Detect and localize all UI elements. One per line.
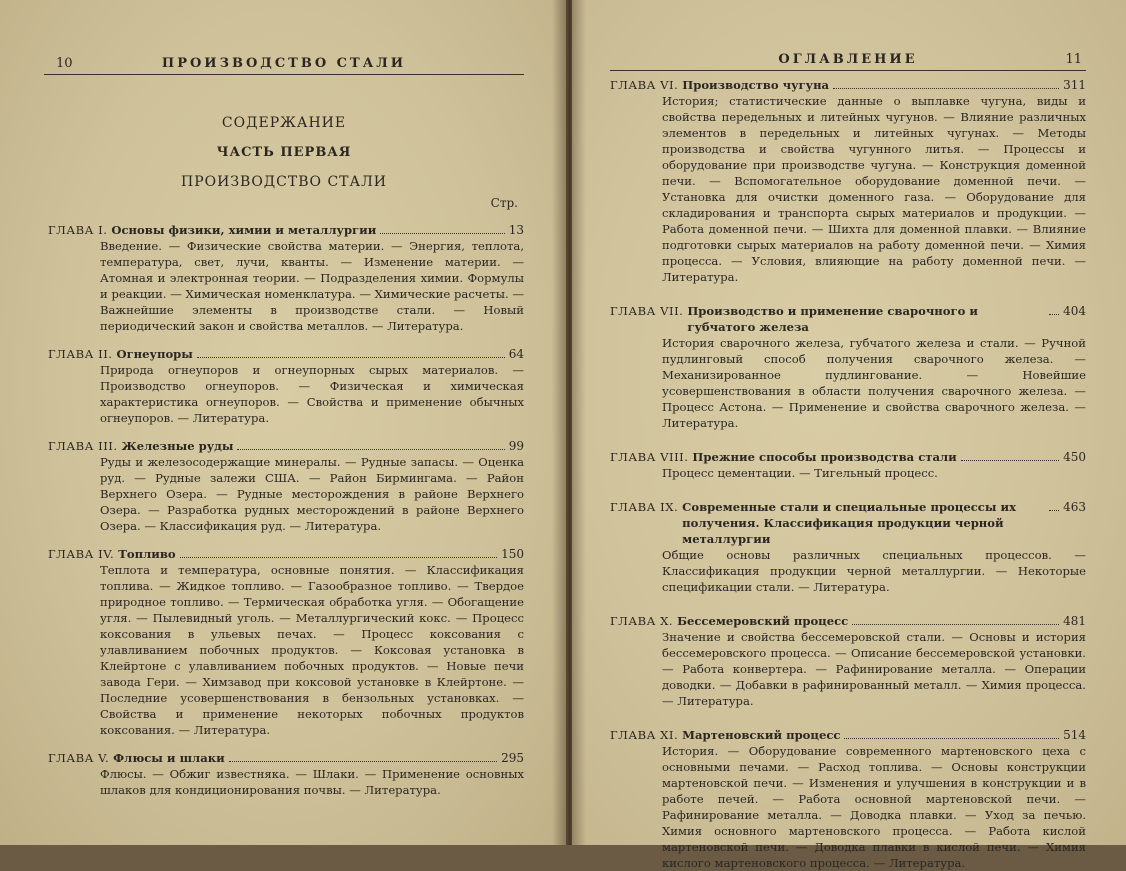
toc-entry: [610, 727, 1086, 871]
toc-entry: [610, 303, 1086, 431]
chapter-label: ГЛАВА IV.: [48, 547, 115, 561]
chapter-page: 64: [508, 347, 524, 361]
left-page: [0, 0, 566, 845]
chapter-page: 463: [1063, 500, 1086, 514]
page-number: 11: [1065, 52, 1082, 67]
dot-leader: [237, 449, 504, 450]
toc-entry: [610, 449, 1086, 481]
chapter-label: ГЛАВА III.: [48, 439, 118, 453]
chapter-list: [44, 222, 524, 798]
part-title: ПРОИЗВОДСТВО СТАЛИ: [181, 174, 387, 190]
chapter-label: ГЛАВА II.: [48, 347, 113, 361]
chapter-label: ГЛАВА VI.: [610, 78, 679, 92]
toc-entry-head: [610, 727, 1086, 743]
chapter-title: Флюсы и шлаки: [113, 751, 225, 765]
chapter-title: Железные руды: [121, 439, 234, 453]
chapter-title: Основы физики, химии и металлургии: [111, 223, 377, 237]
chapter-summary: Природа огнеупоров и огнеупорных сырых материалов. — Производство огнеупоров. — Физическая и химическая характеристика огнеупоров. — Свойства и применение обычных огнеупоров. — Литература.: [100, 363, 524, 425]
dot-leader: [197, 357, 505, 358]
chapter-title: Производство и применение сварочного и губчатого железа: [687, 304, 978, 334]
toc-entry-head: [610, 613, 1086, 629]
dot-leader: [380, 233, 504, 234]
toc-entry: [610, 499, 1086, 595]
running-title: ПРОИЗВОДСТВО СТАЛИ: [161, 56, 407, 71]
dot-leader: [852, 624, 1059, 625]
toc-entry: [48, 346, 524, 426]
toc-entry-head: [610, 77, 1086, 93]
chapter-label: ГЛАВА VIII.: [610, 450, 689, 464]
chapter-page: 514: [1063, 728, 1086, 742]
chapter-summary: Значение и свойства бессемеровской стали. — Основы и история бессемеровского процесса. — Описание бессемеровской установки. — Работа конвертера. — Рафинирование металла. — Операции доводки. — Добавки в рафинированный металл. — Химия процесса. — Литература.: [662, 630, 1086, 708]
chapter-title: Современные стали и специальные процессы их получения. Классификация продукции черной металлургии: [682, 500, 1017, 546]
dot-leader: [229, 761, 497, 762]
toc-entry-head: [610, 499, 1086, 547]
chapter-title: Бессемеровский процесс: [677, 614, 849, 628]
right-page: [572, 0, 1126, 870]
toc-entry: [48, 222, 524, 334]
toc-entry-head: [48, 438, 524, 454]
part-heading: ЧАСТЬ ПЕРВАЯ: [216, 145, 352, 160]
dot-leader: [961, 460, 1059, 461]
chapter-summary: История; статистические данные о выплавке чугуна, виды и свойства передельных и литейных чугунов. — Влияние различных элементов в передельных и литейных чугунах. — Методы производства и свойства чугунного литья. — Процессы и оборудование при производстве чугуна. — Конструкция доменной печи. — Вспомогательное оборудование доменной печи. — Установка для очистки доменного газа. — Оборудование для складирования и транспорта сырых материалов и продукции. — Работа доменной печи. — Шихта для доменной плавки. — Влияние подготовки сырых материалов на работу доменной печи. — Химия процесса. — Условия, влияющие на работу доменной печи. — Литература.: [662, 94, 1086, 284]
chapter-page: 295: [501, 751, 524, 765]
chapter-label: ГЛАВА I.: [48, 223, 108, 237]
chapter-page: 99: [508, 439, 524, 453]
chapter-label: ГЛАВА XI.: [610, 728, 679, 742]
toc-entry: [610, 613, 1086, 709]
toc-entry-head: [610, 449, 1086, 465]
chapter-label: ГЛАВА VII.: [610, 304, 684, 318]
toc-entry-head: [610, 303, 1086, 335]
chapter-page: 481: [1063, 614, 1086, 628]
chapter-page: 404: [1063, 304, 1086, 318]
toc-entry-head: [48, 750, 524, 766]
chapter-title: Производство чугуна: [682, 78, 830, 92]
dot-leader: [1049, 510, 1059, 511]
toc-entry: [610, 77, 1086, 285]
page-column-label: Стр.: [490, 196, 518, 210]
toc-entry: [48, 438, 524, 534]
chapter-page: 13: [508, 223, 524, 237]
toc-entry-head: [48, 546, 524, 562]
toc-entry: [48, 546, 524, 738]
contents-heading: СОДЕРЖАНИЕ: [221, 115, 347, 131]
running-title: ОГЛАВЛЕНИЕ: [778, 52, 918, 67]
chapter-summary: Флюсы. — Обжиг известняка. — Шлаки. — Применение основных шлаков для кондиционирования почвы. — Литература.: [100, 767, 524, 797]
chapter-summary: Общие основы различных специальных процессов. — Классификация продукции черной металлургии. — Некоторые спецификации стали. — Литература.: [662, 548, 1086, 594]
dot-leader: [1049, 314, 1059, 315]
chapter-label: ГЛАВА IX.: [610, 500, 679, 514]
running-head: [44, 34, 524, 75]
dot-leader: [180, 557, 497, 558]
chapter-title: Топливо: [118, 547, 176, 561]
chapter-summary: История сварочного железа, губчатого железа и стали. — Ручной пудлинговый способ получения сварочного железа. — Механизированное пудлингование. — Новейшие усовершенствования в области получения сварочного железа. — Процесс Астона. — Применение и свойства сварочного железа. — Литература.: [662, 336, 1086, 430]
toc-entry-head: [48, 222, 524, 238]
chapter-page: 450: [1063, 450, 1086, 464]
chapter-summary: История. — Оборудование современного мартеновского цеха с основными печами. — Расход топлива. — Основы конструкции мартеновской печи. — Изменения и улучшения в конструкции и в работе печей. — Работа основной мартеновской печи. — Рафинирование металла. — Доводка плавки. — Уход за печью. Химия основного мартеновского процесса. — Работа кислой мартеновской печи. — Доводка плавки в кислой печи. — Химия кислого мартеновского процесса. — Литература.: [662, 744, 1086, 870]
dot-leader: [844, 738, 1059, 739]
chapter-summary: Процесс цементации. — Тигельный процесс.: [662, 466, 938, 480]
chapter-label: ГЛАВА X.: [610, 614, 674, 628]
toc-entry: [48, 750, 524, 798]
chapter-summary: Руды и железосодержащие минералы. — Рудные запасы. — Оценка руд. — Рудные залежи США. — Район Бирмингама. — Район Верхнего Озера. — Рудные месторождения в районе Верхнего Озера. — Разработка рудных месторождений в районе Верхнего Озера. — Классификация руд. — Литература.: [100, 455, 524, 533]
running-head: [610, 36, 1086, 71]
chapter-label: ГЛАВА V.: [48, 751, 110, 765]
chapter-page: 150: [501, 547, 524, 561]
chapter-page: 311: [1063, 78, 1086, 92]
chapter-summary: Теплота и температура, основные понятия. — Классификация топлива. — Жидкое топливо. — Газообразное топливо. — Твердое природное топливо. — Термическая обработка угля. — Обогащение угля. — Пылевидный уголь. — Металлургический кокс. — Процесс коксования в ульевых печах. — Процесс коксования с улавливанием побочных продуктов. — Коксовая установка в Клейртоне с улавливанием побочных продуктов. — Новые печи завода Гери. — Химзавод при коксовой установке в Клейртоне. — Последние усовершенствования в бензольных установках. — Свойства и применение некоторых побочных продуктов коксования. — Литература.: [100, 563, 524, 737]
chapter-summary: Введение. — Физические свойства материи. — Энергия, теплота, температура, свет, лучи, кванты. — Изменение материи. — Атомная и электронная теории. — Подразделения химии. Формулы и реакции. — Химическая номенклатура. — Химические расчеты. — Важнейшие элементы в производстве стали. — Новый периодический закон и свойства металлов. — Литература.: [100, 239, 524, 333]
chapter-list: [610, 77, 1086, 871]
chapter-title: Огнеупоры: [116, 347, 193, 361]
dot-leader: [833, 88, 1059, 89]
page-number: 10: [56, 56, 73, 71]
toc-entry-head: [48, 346, 524, 362]
chapter-title: Мартеновский процесс: [682, 728, 841, 742]
chapter-title: Прежние способы производства стали: [692, 450, 957, 464]
